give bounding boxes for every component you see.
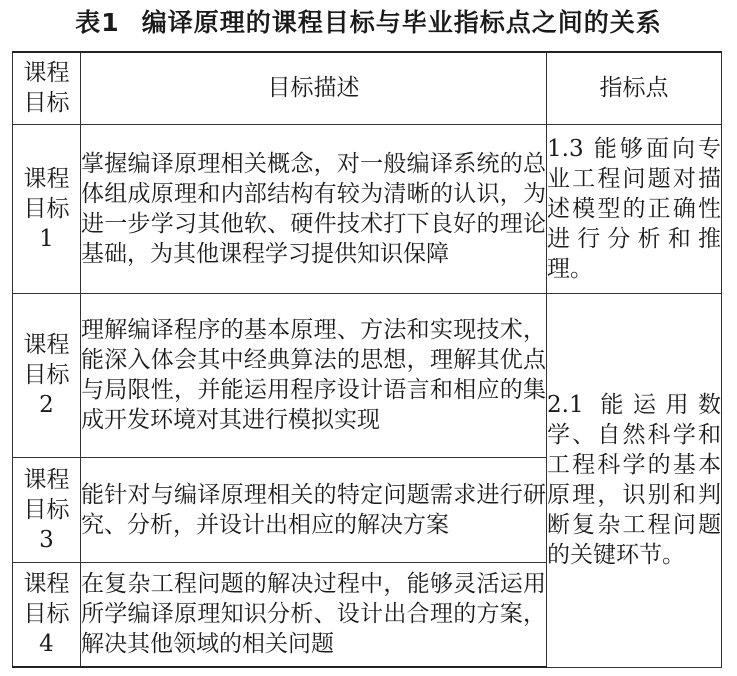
- goal-description: 在复杂工程问题的解决过程中，能够灵活运用所学编译原理知识分析、设计出合理的方案，解决其他领域的相关问题: [81, 562, 547, 667]
- table-number: 表1: [75, 8, 120, 37]
- header-description: 目标描述: [81, 52, 547, 124]
- table-row: [13, 124, 722, 293]
- goal-label: 课程目标2: [13, 293, 81, 457]
- header-indicator: 指标点: [547, 52, 722, 124]
- goal-description: 掌握编译原理相关概念，对一般编译系统的总体组成原理和内部结构有较为清晰的认识，为进一步学习其他软、硬件技术打下良好的理论基础，为其他课程学习提供知识保障: [81, 124, 547, 293]
- table-caption: [0, 6, 737, 40]
- header-goal: 课程目标: [13, 52, 81, 124]
- table-title: 编译原理的课程目标与毕业指标点之间的关系: [141, 8, 662, 37]
- goal-description: 能针对与编译原理相关的特定问题需求进行研究、分析，并设计出相应的解决方案: [81, 457, 547, 562]
- course-objectives-table: [12, 51, 722, 668]
- goal-label: 课程目标1: [13, 124, 81, 293]
- indicator-point: 1.3 能够面向专业工程问题对描述模型的正确性进行分析和推理。: [547, 124, 722, 293]
- table-header-row: [13, 52, 722, 124]
- goal-description: 理解编译程序的基本原理、方法和实现技术，能深入体会其中经典算法的思想，理解其优点与局限性，并能运用程序设计语言和相应的集成开发环境对其进行模拟实现: [81, 293, 547, 457]
- indicator-point: 2.1 能运用数学、自然科学和工程科学的基本原理，识别和判断复杂工程问题的关键环节。: [547, 293, 722, 667]
- goal-label: 课程目标3: [13, 457, 81, 562]
- table-row: [13, 293, 722, 457]
- goal-label: 课程目标4: [13, 562, 81, 667]
